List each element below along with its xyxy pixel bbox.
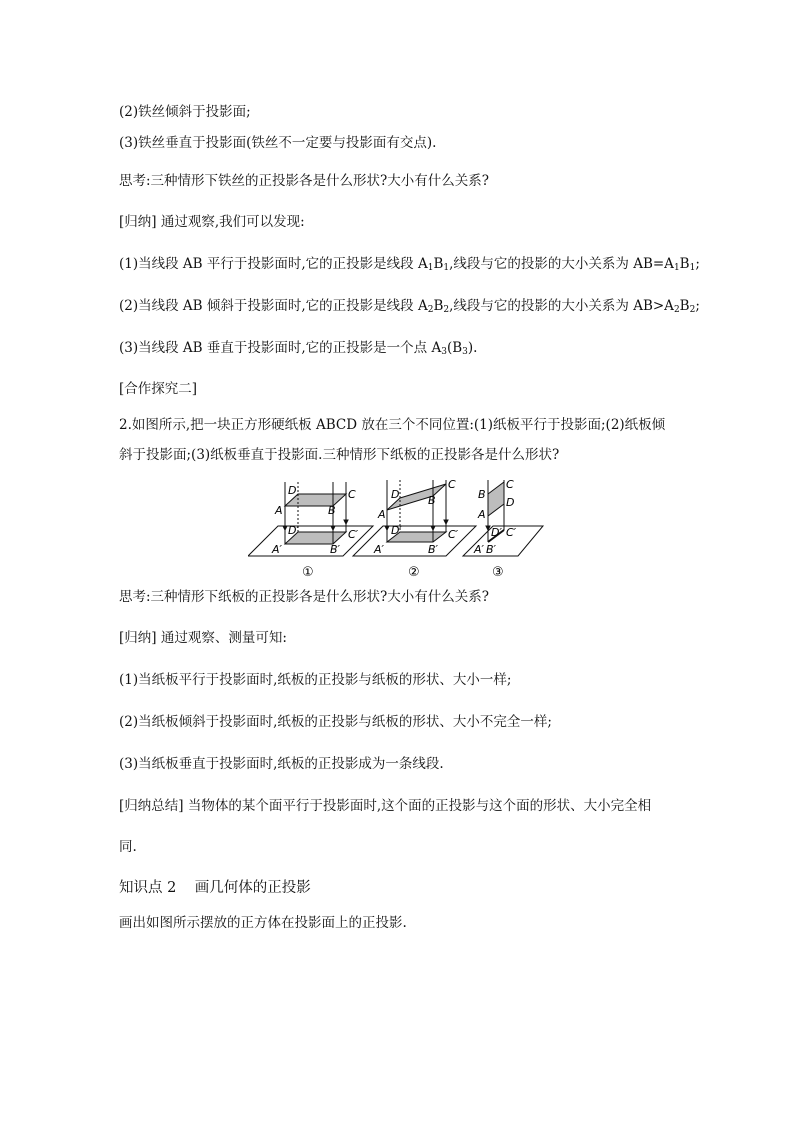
section-heading-cooperate-2: [合作探究二] [119, 381, 198, 397]
fig1-label-A: A [275, 504, 283, 517]
summary-heading-2: [归纳] 通过观察、测量可知: [119, 630, 287, 646]
fig2-label-A1: A′ [374, 543, 385, 556]
fig3-caption: ③ [492, 565, 504, 580]
fig1-label-D: D [288, 484, 297, 497]
fig2-label-B1: B′ [428, 543, 439, 556]
fig3-label-A: A [478, 508, 486, 521]
think-question-1: 思考:三种情形下铁丝的正投影各是什么形状?大小有什么关系? [119, 173, 490, 189]
summary2-item-1: (1)当纸板平行于投影面时,纸板的正投影与纸板的形状、大小一样; [119, 672, 512, 688]
projection-figure [248, 476, 548, 582]
summary-heading-1: [归纳] 通过观察,我们可以发现: [119, 214, 305, 230]
general-summary-line-2: 同. [119, 839, 137, 855]
fig1-label-B: B [328, 504, 336, 517]
fig3-label-C1: C′ [506, 526, 517, 539]
fig3-label-D1: D′ [491, 526, 502, 539]
think-question-2: 思考:三种情形下纸板的正投影各是什么形状?大小有什么关系? [119, 589, 490, 605]
general-summary-line-1: [归纳总结] 当物体的某个面平行于投影面时,这个面的正投影与这个面的形状、大小完全相 [119, 798, 652, 814]
summary-item-1: (1)当线段 AB 平行于投影面时,它的正投影是线段 $A_1B_1$,线段与它的投影的大小关系为 $AB=A_1B_1$; [119, 256, 700, 273]
cardboard-3 [488, 482, 504, 516]
fig3-label-B: B [478, 488, 486, 501]
fig2-label-C: C [448, 478, 456, 491]
fig1-label-A1: A′ [272, 543, 283, 556]
text-line-1: (2)铁丝倾斜于投影面; [119, 104, 251, 120]
fig2-label-D1: D′ [391, 524, 402, 537]
fig1-label-D1: D′ [288, 524, 299, 537]
diagram-2 [353, 480, 476, 556]
fig2-label-D: D [391, 488, 400, 501]
summary2-item-2: (2)当纸板倾斜于投影面时,纸板的正投影与纸板的形状、大小不完全一样; [119, 714, 552, 730]
fig3-label-A1: A′ [474, 543, 485, 556]
summary2-item-3: (3)当纸板垂直于投影面时,纸板的正投影成为一条线段. [119, 756, 444, 772]
fig1-label-C: C [348, 488, 356, 501]
fig1-caption: ① [302, 565, 314, 580]
knowledge-point-2-task: 画出如图所示摆放的正方体在投影面上的正投影. [119, 915, 407, 931]
knowledge-point-2-title: 知识点 2 画几何体的正投影 [119, 880, 311, 896]
summary-item-2: (2)当线段 AB 倾斜于投影面时,它的正投影是线段 $A_2B_2$,线段与它的投影的大小关系为 $AB>A_2B_2$; [119, 298, 700, 315]
summary-item-3: (3)当线段 AB 垂直于投影面时,它的正投影是一个点 $A_3(B_3)$. [119, 340, 478, 357]
fig3-label-C: C [506, 478, 514, 491]
fig2-label-B: B [428, 494, 436, 507]
text-line-2: (3)铁丝垂直于投影面(铁丝不一定要与投影面有交点). [119, 135, 437, 151]
fig3-label-D: D [506, 496, 515, 509]
fig2-caption: ② [408, 565, 420, 580]
fig2-label-A: A [378, 508, 386, 521]
fig3-label-B1: B′ [486, 543, 497, 556]
fig1-label-C1: C′ [348, 528, 359, 541]
question-2-line-2: 斜于投影面;(3)纸板垂直于投影面.三种情形下纸板的正投影各是什么形状? [119, 447, 560, 463]
fig2-label-C1: C′ [448, 528, 459, 541]
question-2-line-1: 2.如图所示,把一块正方形硬纸板 ABCD 放在三个不同位置:(1)纸板平行于投影面;(2)纸板倾 [119, 417, 666, 433]
fig1-label-B1: B′ [330, 543, 341, 556]
